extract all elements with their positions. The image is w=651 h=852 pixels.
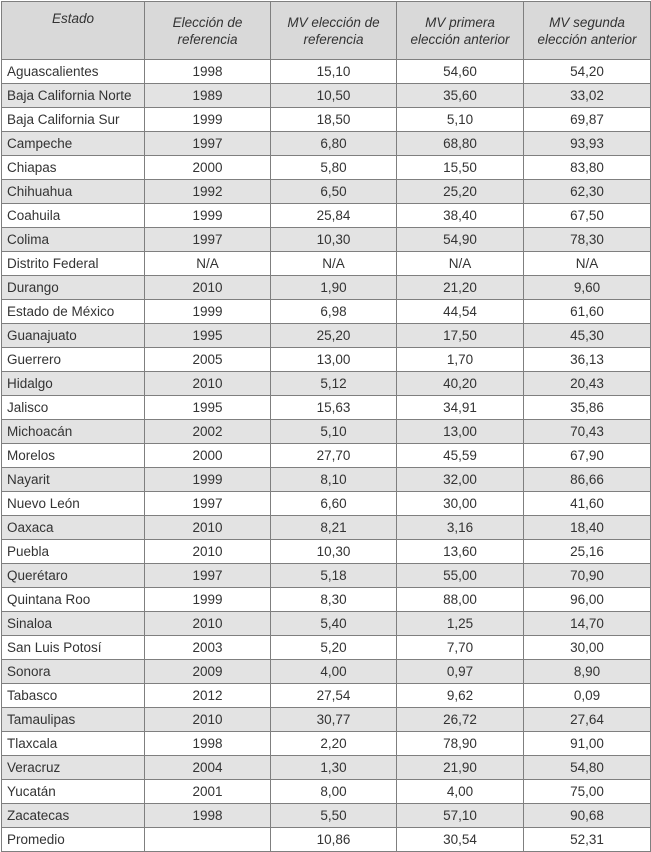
table-row [2, 180, 651, 204]
cell-eleccion-referencia: 1995 [145, 396, 271, 420]
header-estado: Estado [2, 2, 145, 60]
cell-mv-segunda-eleccion: 9,60 [524, 276, 651, 300]
header-mv-segunda-eleccion: MV segunda elección anterior [524, 2, 651, 60]
cell-mv-segunda-eleccion: 83,80 [524, 156, 651, 180]
table-row [2, 396, 651, 420]
cell-estado: Sinaloa [2, 612, 145, 636]
table-row [2, 612, 651, 636]
cell-mv-eleccion-referencia: 10,30 [271, 228, 397, 252]
cell-estado: Tabasco [2, 684, 145, 708]
table-row [2, 588, 651, 612]
cell-eleccion-referencia: 2001 [145, 780, 271, 804]
cell-estado: Oaxaca [2, 516, 145, 540]
cell-mv-primera-eleccion: 17,50 [397, 324, 524, 348]
cell-mv-eleccion-referencia: 25,84 [271, 204, 397, 228]
table-body [2, 60, 651, 852]
cell-mv-primera-eleccion: 40,20 [397, 372, 524, 396]
table-row [2, 60, 651, 84]
cell-mv-segunda-eleccion: 33,02 [524, 84, 651, 108]
cell-mv-primera-eleccion: 21,90 [397, 756, 524, 780]
cell-mv-eleccion-referencia: 2,20 [271, 732, 397, 756]
cell-estado: Nayarit [2, 468, 145, 492]
cell-mv-segunda-eleccion: 93,93 [524, 132, 651, 156]
cell-eleccion-referencia: 1995 [145, 324, 271, 348]
cell-mv-eleccion-referencia: 6,80 [271, 132, 397, 156]
cell-eleccion-referencia: 1997 [145, 564, 271, 588]
cell-eleccion-referencia: 2010 [145, 516, 271, 540]
cell-mv-primera-eleccion: 9,62 [397, 684, 524, 708]
header-mv-primera-eleccion: MV primera elección anterior [397, 2, 524, 60]
header-mv-eleccion-referencia: MV elección de referencia [271, 2, 397, 60]
cell-eleccion-referencia: 1999 [145, 204, 271, 228]
table-row [2, 84, 651, 108]
cell-mv-segunda-eleccion: 27,64 [524, 708, 651, 732]
cell-mv-eleccion-referencia: 8,30 [271, 588, 397, 612]
cell-estado: Chihuahua [2, 180, 145, 204]
cell-mv-eleccion-referencia: 10,30 [271, 540, 397, 564]
cell-estado: Chiapas [2, 156, 145, 180]
cell-estado: Sonora [2, 660, 145, 684]
cell-eleccion-referencia: 1999 [145, 108, 271, 132]
cell-eleccion-referencia: 2010 [145, 612, 271, 636]
cell-mv-segunda-eleccion: 54,20 [524, 60, 651, 84]
cell-mv-primera-eleccion: 3,16 [397, 516, 524, 540]
cell-eleccion-referencia: 1992 [145, 180, 271, 204]
cell-mv-primera-eleccion: 45,59 [397, 444, 524, 468]
cell-mv-eleccion-referencia: 6,60 [271, 492, 397, 516]
cell-eleccion-referencia: 2000 [145, 156, 271, 180]
cell-estado: Colima [2, 228, 145, 252]
cell-estado: Aguascalientes [2, 60, 145, 84]
table-row [2, 228, 651, 252]
cell-estado: Distrito Federal [2, 252, 145, 276]
cell-mv-segunda-eleccion: 70,90 [524, 564, 651, 588]
cell-mv-primera-eleccion: 15,50 [397, 156, 524, 180]
cell-mv-primera-eleccion: 88,00 [397, 588, 524, 612]
cell-mv-segunda-eleccion: 45,30 [524, 324, 651, 348]
elections-table [1, 1, 651, 852]
cell-mv-primera-eleccion: 57,10 [397, 804, 524, 828]
cell-estado: Yucatán [2, 780, 145, 804]
cell-eleccion-referencia: 1999 [145, 588, 271, 612]
table-row [2, 660, 651, 684]
cell-mv-eleccion-referencia: 6,50 [271, 180, 397, 204]
cell-estado: Morelos [2, 444, 145, 468]
cell-mv-segunda-eleccion: 14,70 [524, 612, 651, 636]
cell-mv-primera-eleccion: 68,80 [397, 132, 524, 156]
cell-mv-primera-eleccion: 30,00 [397, 492, 524, 516]
cell-estado: Puebla [2, 540, 145, 564]
table-row [2, 132, 651, 156]
cell-mv-primera-eleccion: 34,91 [397, 396, 524, 420]
table-row [2, 252, 651, 276]
cell-mv-eleccion-referencia: 8,00 [271, 780, 397, 804]
cell-mv-segunda-eleccion: 96,00 [524, 588, 651, 612]
cell-mv-segunda-eleccion: 25,16 [524, 540, 651, 564]
cell-mv-eleccion-referencia: 30,77 [271, 708, 397, 732]
table-row [2, 732, 651, 756]
table-row [2, 780, 651, 804]
cell-estado: Tamaulipas [2, 708, 145, 732]
cell-mv-eleccion-referencia: 15,63 [271, 396, 397, 420]
cell-mv-primera-eleccion: 38,40 [397, 204, 524, 228]
table-header [2, 2, 651, 60]
header-eleccion-referencia: Elección de referencia [145, 2, 271, 60]
cell-eleccion-referencia: 2009 [145, 660, 271, 684]
table-row [2, 684, 651, 708]
table-row [2, 156, 651, 180]
cell-mv-primera-eleccion: 54,90 [397, 228, 524, 252]
cell-mv-primera-eleccion: 35,60 [397, 84, 524, 108]
cell-eleccion-referencia: 2010 [145, 540, 271, 564]
cell-mv-eleccion-referencia: 18,50 [271, 108, 397, 132]
cell-mv-segunda-eleccion: 67,90 [524, 444, 651, 468]
cell-mv-primera-eleccion: 54,60 [397, 60, 524, 84]
cell-mv-eleccion-referencia: 6,98 [271, 300, 397, 324]
table-row [2, 372, 651, 396]
cell-estado: Coahuila [2, 204, 145, 228]
cell-mv-segunda-eleccion: 41,60 [524, 492, 651, 516]
table-row [2, 204, 651, 228]
cell-mv-eleccion-referencia: 5,10 [271, 420, 397, 444]
cell-mv-eleccion-referencia: 10,86 [271, 828, 397, 852]
cell-mv-eleccion-referencia: 8,10 [271, 468, 397, 492]
cell-mv-primera-eleccion: 78,90 [397, 732, 524, 756]
cell-estado: Hidalgo [2, 372, 145, 396]
cell-eleccion-referencia: 2002 [145, 420, 271, 444]
table-row [2, 420, 651, 444]
cell-eleccion-referencia: 1997 [145, 492, 271, 516]
cell-eleccion-referencia: 2010 [145, 276, 271, 300]
cell-eleccion-referencia: 2010 [145, 708, 271, 732]
cell-mv-eleccion-referencia: 5,40 [271, 612, 397, 636]
table-row [2, 516, 651, 540]
cell-mv-primera-eleccion: 26,72 [397, 708, 524, 732]
cell-mv-segunda-eleccion: 36,13 [524, 348, 651, 372]
cell-mv-eleccion-referencia: 5,50 [271, 804, 397, 828]
cell-mv-eleccion-referencia: N/A [271, 252, 397, 276]
cell-mv-segunda-eleccion: 75,00 [524, 780, 651, 804]
cell-mv-primera-eleccion: 13,00 [397, 420, 524, 444]
cell-eleccion-referencia: 1997 [145, 228, 271, 252]
cell-eleccion-referencia: N/A [145, 252, 271, 276]
cell-mv-segunda-eleccion: 54,80 [524, 756, 651, 780]
cell-estado: Nuevo León [2, 492, 145, 516]
cell-estado: Guerrero [2, 348, 145, 372]
cell-estado: Estado de México [2, 300, 145, 324]
cell-mv-eleccion-referencia: 5,80 [271, 156, 397, 180]
cell-mv-eleccion-referencia: 15,10 [271, 60, 397, 84]
cell-mv-eleccion-referencia: 1,90 [271, 276, 397, 300]
cell-mv-segunda-eleccion: 78,30 [524, 228, 651, 252]
cell-mv-primera-eleccion: 55,00 [397, 564, 524, 588]
cell-estado: Campeche [2, 132, 145, 156]
cell-mv-primera-eleccion: 25,20 [397, 180, 524, 204]
cell-mv-segunda-eleccion: 20,43 [524, 372, 651, 396]
cell-estado: Guanajuato [2, 324, 145, 348]
cell-mv-primera-eleccion: 1,70 [397, 348, 524, 372]
cell-estado: Quintana Roo [2, 588, 145, 612]
cell-mv-segunda-eleccion: 91,00 [524, 732, 651, 756]
cell-mv-segunda-eleccion: 30,00 [524, 636, 651, 660]
table-row [2, 636, 651, 660]
header-row [2, 2, 651, 60]
cell-eleccion-referencia: 1989 [145, 84, 271, 108]
cell-eleccion-referencia: 1997 [145, 132, 271, 156]
table-row [2, 564, 651, 588]
cell-eleccion-referencia: 2003 [145, 636, 271, 660]
cell-estado: San Luis Potosí [2, 636, 145, 660]
table-row [2, 300, 651, 324]
cell-eleccion-referencia: 2005 [145, 348, 271, 372]
cell-estado: Jalisco [2, 396, 145, 420]
cell-mv-eleccion-referencia: 8,21 [271, 516, 397, 540]
table-row [2, 804, 651, 828]
cell-mv-primera-eleccion: 5,10 [397, 108, 524, 132]
cell-eleccion-referencia: 2000 [145, 444, 271, 468]
cell-mv-eleccion-referencia: 27,70 [271, 444, 397, 468]
cell-mv-primera-eleccion: 21,20 [397, 276, 524, 300]
cell-mv-eleccion-referencia: 10,50 [271, 84, 397, 108]
cell-estado: Durango [2, 276, 145, 300]
cell-eleccion-referencia: 1999 [145, 468, 271, 492]
cell-eleccion-referencia: 1999 [145, 300, 271, 324]
cell-estado: Zacatecas [2, 804, 145, 828]
cell-eleccion-referencia: 1998 [145, 804, 271, 828]
cell-mv-segunda-eleccion: 8,90 [524, 660, 651, 684]
table-row [2, 540, 651, 564]
cell-estado: Baja California Norte [2, 84, 145, 108]
cell-mv-primera-eleccion: 1,25 [397, 612, 524, 636]
cell-estado: Querétaro [2, 564, 145, 588]
table-row [2, 324, 651, 348]
cell-mv-segunda-eleccion: 90,68 [524, 804, 651, 828]
cell-mv-primera-eleccion: 0,97 [397, 660, 524, 684]
cell-mv-segunda-eleccion: 67,50 [524, 204, 651, 228]
average-row [2, 828, 651, 852]
table-row [2, 276, 651, 300]
table-row [2, 708, 651, 732]
cell-estado: Michoacán [2, 420, 145, 444]
cell-mv-eleccion-referencia: 5,18 [271, 564, 397, 588]
cell-mv-primera-eleccion: 7,70 [397, 636, 524, 660]
cell-mv-segunda-eleccion: 70,43 [524, 420, 651, 444]
cell-estado: Baja California Sur [2, 108, 145, 132]
cell-mv-primera-eleccion: 30,54 [397, 828, 524, 852]
cell-mv-primera-eleccion: N/A [397, 252, 524, 276]
cell-mv-segunda-eleccion: 52,31 [524, 828, 651, 852]
cell-mv-eleccion-referencia: 27,54 [271, 684, 397, 708]
cell-mv-segunda-eleccion: 18,40 [524, 516, 651, 540]
cell-mv-segunda-eleccion: 86,66 [524, 468, 651, 492]
cell-mv-segunda-eleccion: 61,60 [524, 300, 651, 324]
cell-estado: Veracruz [2, 756, 145, 780]
cell-mv-primera-eleccion: 32,00 [397, 468, 524, 492]
table-row [2, 492, 651, 516]
cell-mv-eleccion-referencia: 5,20 [271, 636, 397, 660]
table-row [2, 468, 651, 492]
cell-mv-segunda-eleccion: 69,87 [524, 108, 651, 132]
table-row [2, 756, 651, 780]
table-row [2, 108, 651, 132]
cell-eleccion-referencia: 2012 [145, 684, 271, 708]
cell-mv-segunda-eleccion: 35,86 [524, 396, 651, 420]
cell-mv-eleccion-referencia: 5,12 [271, 372, 397, 396]
cell-mv-eleccion-referencia: 4,00 [271, 660, 397, 684]
cell-mv-eleccion-referencia: 25,20 [271, 324, 397, 348]
cell-estado: Promedio [2, 828, 145, 852]
cell-eleccion-referencia: 1998 [145, 60, 271, 84]
cell-eleccion-referencia: 1998 [145, 732, 271, 756]
cell-mv-segunda-eleccion: N/A [524, 252, 651, 276]
cell-mv-primera-eleccion: 13,60 [397, 540, 524, 564]
cell-mv-primera-eleccion: 44,54 [397, 300, 524, 324]
cell-mv-eleccion-referencia: 13,00 [271, 348, 397, 372]
cell-mv-segunda-eleccion: 0,09 [524, 684, 651, 708]
cell-estado: Tlaxcala [2, 732, 145, 756]
cell-eleccion-referencia [145, 828, 271, 852]
cell-eleccion-referencia: 2004 [145, 756, 271, 780]
cell-mv-eleccion-referencia: 1,30 [271, 756, 397, 780]
table-row [2, 444, 651, 468]
cell-mv-primera-eleccion: 4,00 [397, 780, 524, 804]
cell-eleccion-referencia: 2010 [145, 372, 271, 396]
table-row [2, 348, 651, 372]
cell-mv-segunda-eleccion: 62,30 [524, 180, 651, 204]
